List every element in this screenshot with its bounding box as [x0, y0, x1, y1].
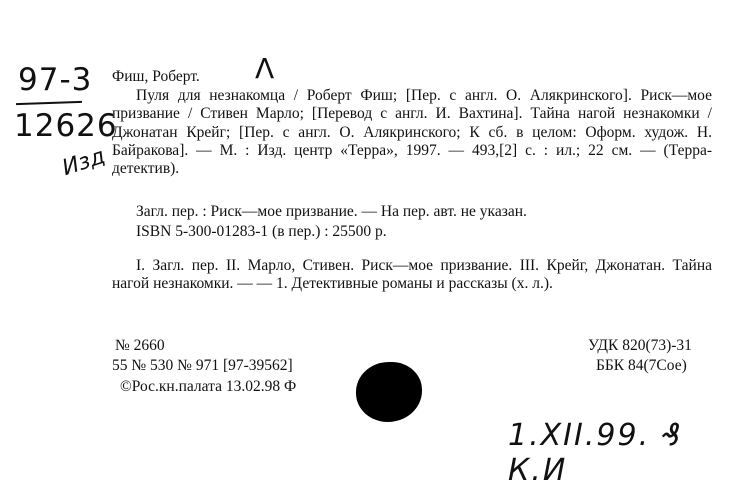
handwritten-number-top: 97-3 — [18, 62, 93, 98]
record-numbers-line: 55 № 530 № 971 [97-39562] — [112, 357, 293, 374]
handwritten-date-note: 1.XII.99. ₰ К.И — [508, 418, 683, 488]
book-chamber-line: ©Рос.кн.палата 13.02.98 Ф — [120, 378, 297, 395]
tracings: I. Загл. пер. II. Марло, Стивен. Риск—мое призвание. III. Крейг, Джонатан. Тайна нагой незнакомки. — — 1. Детективные романы и рассказы (х. л.). — [112, 257, 712, 293]
handwritten-mark: Λ — [255, 52, 275, 85]
isbn-line: ISBN 5-300-01283-1 (в пер.) : 25500 р. — [136, 223, 387, 240]
title-note: Загл. пер. : Риск—мое призвание. — На пер. авт. не указан. — [136, 203, 527, 220]
ink-blot — [356, 362, 422, 422]
handwritten-underline — [16, 101, 82, 105]
bibliographic-description: Пуля для незнакомца / Роберт Фиш; [Пер. с англ. О. Алякринского]. Риск—мое призвание / Стивен Марло; [Перевод с англ. И. Вахтина]. Тайна нагой незнакомки / Джонатан Крейг; [Пер. с англ. О. Алякринского; К сб. в целом: Оформ. худож. Н. Байракова]. — М. : Изд. центр «Терра», 1997. — 493,[2] с. : ил.; 22 см. — (Терра-детектив). — [112, 87, 712, 178]
bbk-code: ББК 84(7Сое) — [596, 357, 687, 374]
handwritten-signature: Изд — [59, 143, 109, 182]
handwritten-number-bottom: 12626 — [14, 108, 118, 144]
udk-code: УДК 820(73)-31 — [588, 337, 692, 354]
author-heading: Фиш, Роберт. — [112, 68, 200, 85]
record-number: № 2660 — [115, 337, 165, 354]
